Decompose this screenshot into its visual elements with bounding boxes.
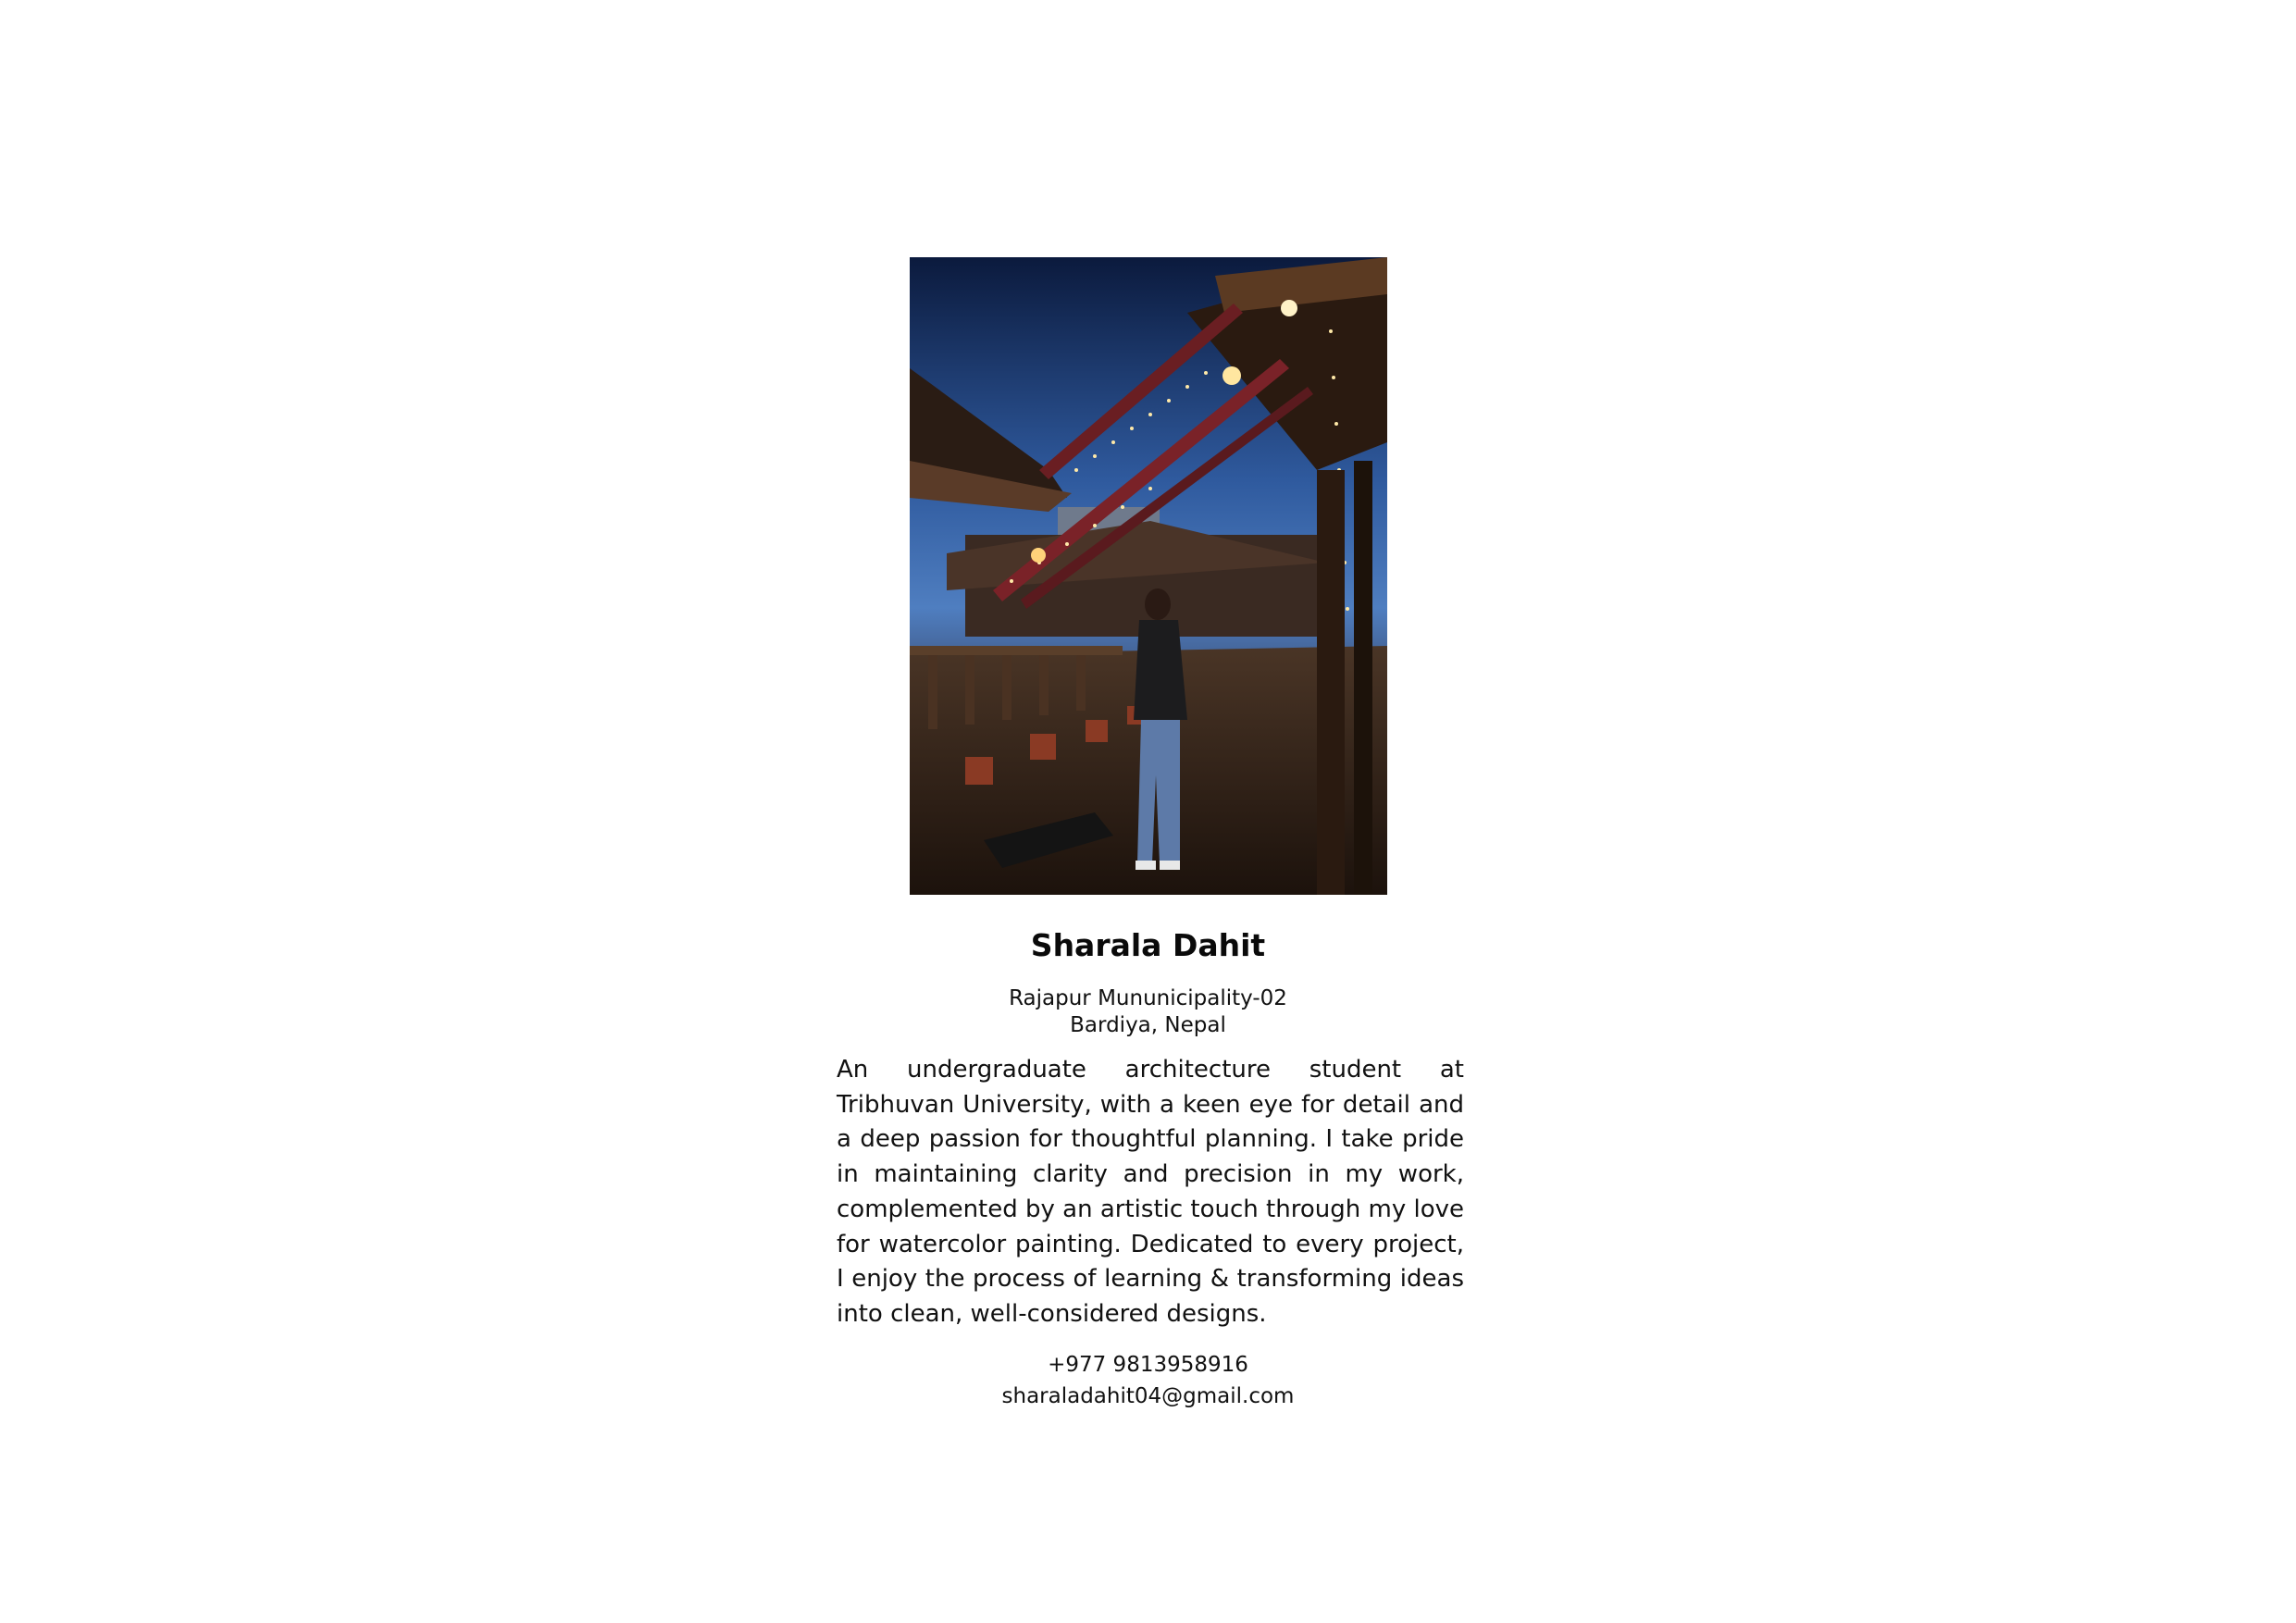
address-line-1: Rajapur Mununicipality-02 <box>1009 986 1287 1010</box>
phone-number: +977 9813958916 <box>1048 1353 1248 1377</box>
bio-paragraph: An undergraduate architecture student at Tribhuvan University, with a keen eye for detail and a deep passion for thoughtful planning. I take pride in maintaining clarity and precision in my work, complemented by an artistic touch through my love for watercolor painting. Dedicated to every project, I enjoy the process of learning & transforming ideas into clean, well-considered designs. <box>837 1056 1464 1328</box>
email-address[interactable]: sharaladahit04@gmail.com <box>1001 1384 1295 1408</box>
address-block <box>0 985 2296 1039</box>
address-line-2: Bardiya, Nepal <box>1070 1013 1226 1037</box>
contact-block <box>0 1349 2296 1412</box>
profile-photo <box>910 257 1387 895</box>
portrait-photo-image <box>910 257 1387 895</box>
person-name: Sharala Dahit <box>1030 927 1266 963</box>
